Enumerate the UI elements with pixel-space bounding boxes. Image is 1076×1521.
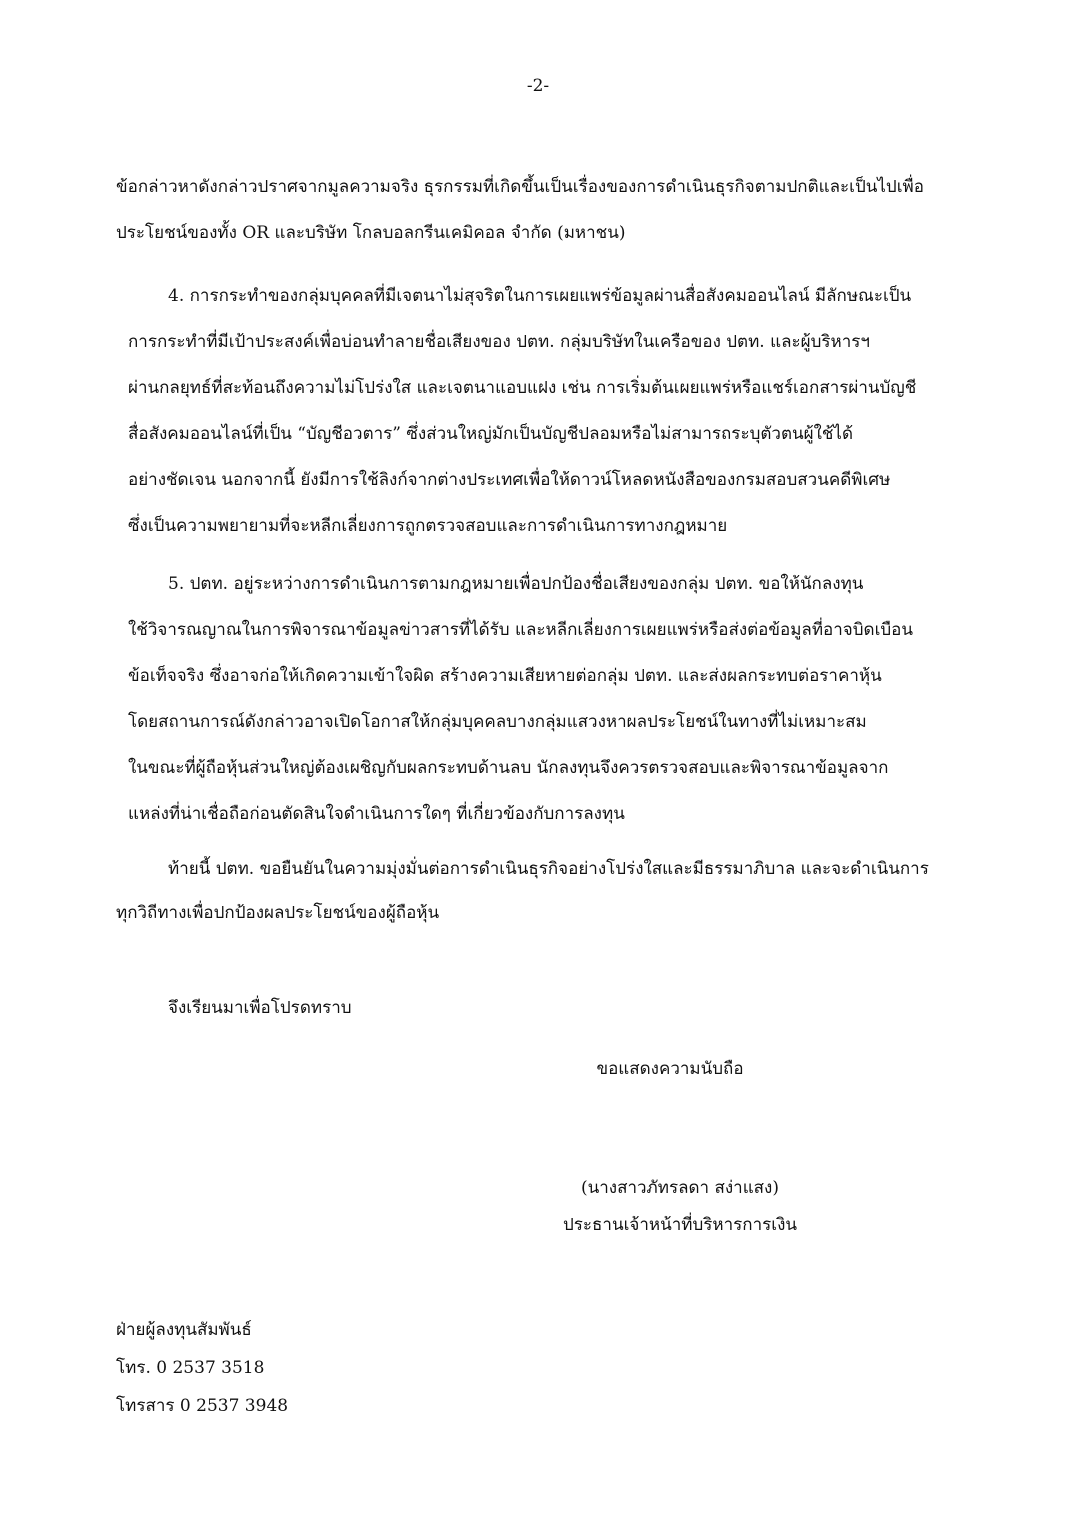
contact-phone: โทร. 0 2537 3518 (116, 1358, 265, 1378)
paragraph-line: ท้ายนี้ ปตท. ขอยืนยันในความมุ่งมั่นต่อการดำเนินธุรกิจอย่างโปร่งใสและมีธรรมาภิบาล และจะดำเนินการ (168, 859, 929, 879)
paragraph-line: 4. การกระทำของกลุ่มบุคคลที่มีเจตนาไม่สุจริตในการเผยแพร่ข้อมูลผ่านสื่อสังคมออนไลน์ มีลักษณะเป็น (168, 286, 912, 306)
paragraph-line: ประโยชน์ของทั้ง OR และบริษัท โกลบอลกรีนเคมิคอล จำกัด (มหาชน) (116, 223, 626, 243)
paragraph-line: ในขณะที่ผู้ถือหุ้นส่วนใหญ่ต้องเผชิญกับผลกระทบด้านลบ นักลงทุนจึงควรตรวจสอบและพิจารณาข้อมูลจาก (128, 758, 889, 778)
paragraph-line: ใช้วิจารณญาณในการพิจารณาข้อมูลข่าวสารที่ได้รับ และหลีกเลี่ยงการเผยแพร่หรือส่งต่อข้อมูลที่อาจบิดเบือน (128, 620, 914, 640)
contact-fax: โทรสาร 0 2537 3948 (116, 1396, 289, 1416)
page-number: -2- (526, 76, 550, 96)
paragraph-line: 5. ปตท. อยู่ระหว่างการดำเนินการตามกฎหมายเพื่อปกป้องชื่อเสียงของกลุ่ม ปตท. ขอให้นักลงทุน (168, 574, 864, 594)
signatory-name: (นางสาวภัทรลดา สง่าแสง) (580, 1178, 779, 1198)
paragraph-line: แหล่งที่น่าเชื่อถือก่อนตัดสินใจดำเนินการใดๆ ที่เกี่ยวข้องกับการลงทุน (128, 804, 625, 824)
paragraph-line: สื่อสังคมออนไลน์ที่เป็น “บัญชีอวตาร” ซึ่งส่วนใหญ่มักเป็นบัญชีปลอมหรือไม่สามารถระบุตัวตนผู้ใช้ได้ (128, 424, 853, 444)
paragraph-line: อย่างชัดเจน นอกจากนี้ ยังมีการใช้ลิงก์จากต่างประเทศเพื่อให้ดาวน์โหลดหนังสือของกรมสอบสวนคดีพิเศษ (128, 470, 891, 490)
paragraph-line: การกระทำที่มีเป้าประสงค์เพื่อบ่อนทำลายชื่อเสียงของ ปตท. กลุ่มบริษัทในเครือของ ปตท. และผู้บริหารฯ (128, 332, 870, 352)
paragraph-line: ซึ่งเป็นความพยายามที่จะหลีกเลี่ยงการถูกตรวจสอบและการดำเนินการทางกฎหมาย (128, 516, 728, 536)
signatory-title: ประธานเจ้าหน้าที่บริหารการเงิน (563, 1215, 797, 1235)
paragraph-line: ข้อกล่าวหาดังกล่าวปราศจากมูลความจริง ธุรกรรมที่เกิดขึ้นเป็นเรื่องของการดำเนินธุรกิจตามปกติและเป็นไปเพื่อ (116, 177, 924, 197)
complimentary-close: ขอแสดงความนับถือ (596, 1059, 744, 1079)
contact-department: ฝ่ายผู้ลงทุนสัมพันธ์ (116, 1320, 252, 1340)
paragraph-line: ทุกวิถีทางเพื่อปกป้องผลประโยชน์ของผู้ถือหุ้น (116, 903, 440, 923)
paragraph-line: ข้อเท็จจริง ซึ่งอาจก่อให้เกิดความเข้าใจผิด สร้างความเสียหายต่อกลุ่ม ปตท. และส่งผลกระทบต่อราคาหุ้น (128, 666, 882, 686)
paragraph-line: โดยสถานการณ์ดังกล่าวอาจเปิดโอกาสให้กลุ่มบุคคลบางกลุ่มแสวงหาผลประโยชน์ในทางที่ไม่เหมาะสม (128, 712, 867, 732)
salutation: จึงเรียนมาเพื่อโปรดทราบ (168, 998, 352, 1018)
paragraph-line: ผ่านกลยุทธ์ที่สะท้อนถึงความไม่โปร่งใส และเจตนาแอบแฝง เช่น การเริ่มต้นเผยแพร่หรือแชร์เอกสารผ่านบัญชี (128, 378, 917, 398)
